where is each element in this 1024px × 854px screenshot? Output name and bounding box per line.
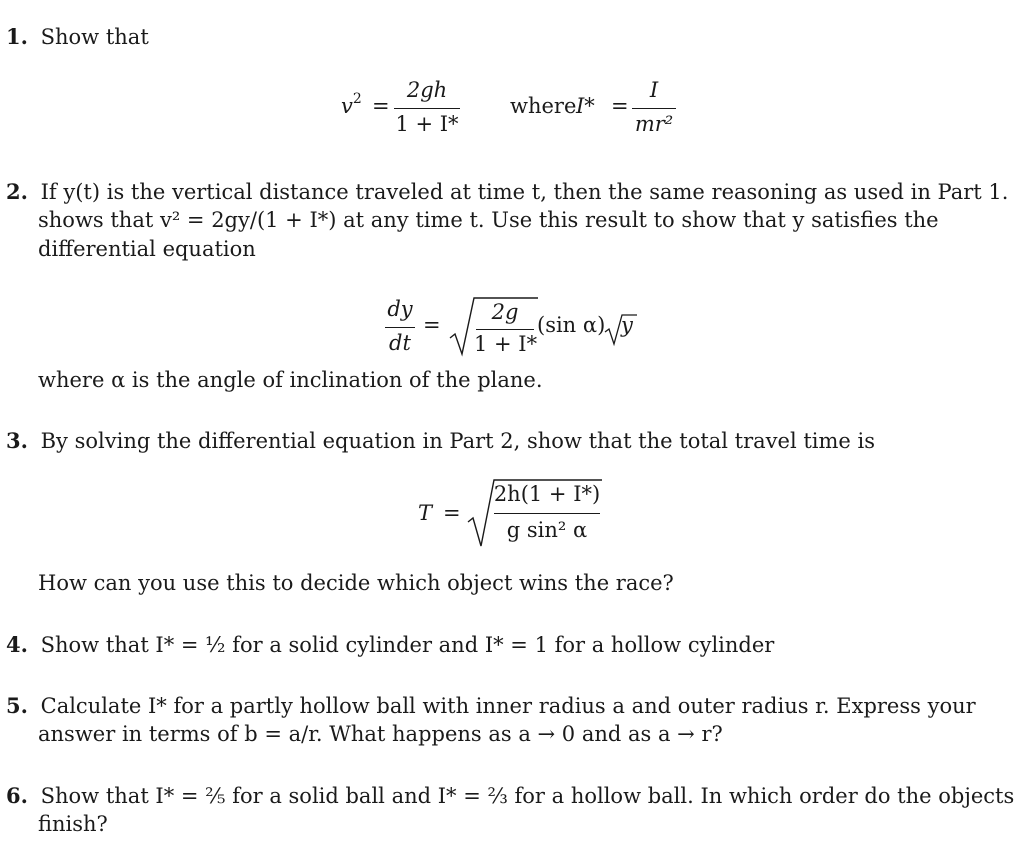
- eq2-lhs-denominator: dt: [389, 331, 411, 355]
- item-text-line1: Calculate I* for a partly hollow ball with inner radius a and outer radius r. Express your: [40, 694, 976, 718]
- eq1-equals: =: [372, 94, 390, 118]
- eq1-rhs-numerator: I: [649, 78, 659, 102]
- eq1-fraction-bar: [394, 108, 460, 109]
- eq1-lhs: $v^2$: [341, 91, 362, 118]
- eq1-rhs-fraction-bar: [632, 108, 676, 109]
- item-3: [6, 426, 875, 456]
- item-2-line3: differential equation: [38, 237, 256, 261]
- eq1-where: where: [510, 94, 577, 118]
- eq3-numerator: 2h(1 + I*): [493, 482, 601, 506]
- eq2-radicand-numerator: 2g: [491, 300, 519, 324]
- item-number: 2.: [6, 179, 28, 204]
- eq2-sin-term: (sin α): [537, 313, 606, 337]
- eq2-radicand-denominator: 1 + I*: [474, 332, 538, 356]
- eq1-rhs-lhs: I*: [576, 94, 595, 118]
- eq3-equals: =: [443, 501, 461, 525]
- eq2-equals: =: [423, 313, 441, 337]
- item-text-line1: If y(t) is the vertical distance traveled at time t, then the same reasoning as used in Part 1.: [40, 180, 1009, 204]
- item-text: By solving the differential equation in Part 2, show that the total travel time is: [40, 429, 876, 453]
- item-2-after: where α is the angle of inclination of the plane.: [38, 368, 543, 392]
- item-number: 5.: [6, 693, 28, 718]
- eq2-radicand-fraction-bar: [476, 329, 534, 330]
- eq3-fraction-bar: [494, 513, 600, 514]
- eq2-sqrt-var: y: [621, 313, 633, 337]
- item-text: Show that I* = ½ for a solid cylinder and I* = 1 for a hollow cylinder: [40, 633, 775, 657]
- item-text-line1: Show that I* = ⅖ for a solid ball and I* = ⅔ for a hollow ball. In which order do the objects: [40, 784, 1015, 808]
- eq1-rhs-denominator: mr²: [634, 112, 674, 136]
- eq3-lhs: T: [418, 501, 433, 525]
- item-1: [6, 22, 149, 52]
- item-number: 4.: [6, 632, 28, 657]
- item-text: Show that: [40, 25, 149, 49]
- item-5: [6, 691, 976, 721]
- item-3-after: How can you use this to decide which object wins the race?: [38, 571, 674, 595]
- eq1-denominator: 1 + I*: [395, 112, 459, 136]
- item-6: [6, 781, 1014, 811]
- eq1-numerator: 2gh: [406, 78, 448, 102]
- item-number: 1.: [6, 24, 28, 49]
- item-4: [6, 630, 774, 660]
- item-5-line2: answer in terms of b = a/r. What happens as a → 0 and as a → r?: [38, 722, 723, 746]
- item-6-line2: finish?: [38, 812, 108, 836]
- eq2-lhs-numerator: dy: [387, 297, 413, 321]
- eq2-lhs-fraction-bar: [385, 327, 415, 328]
- item-number: 3.: [6, 428, 28, 453]
- item-number: 6.: [6, 783, 28, 808]
- item-2: [6, 177, 1008, 207]
- eq3-denominator: g sin² α: [506, 518, 588, 542]
- item-2-line2: shows that v² = 2gy/(1 + I*) at any time t. Use this result to show that y satisfies the: [38, 208, 939, 232]
- eq1-rhs-equals: =: [611, 94, 629, 118]
